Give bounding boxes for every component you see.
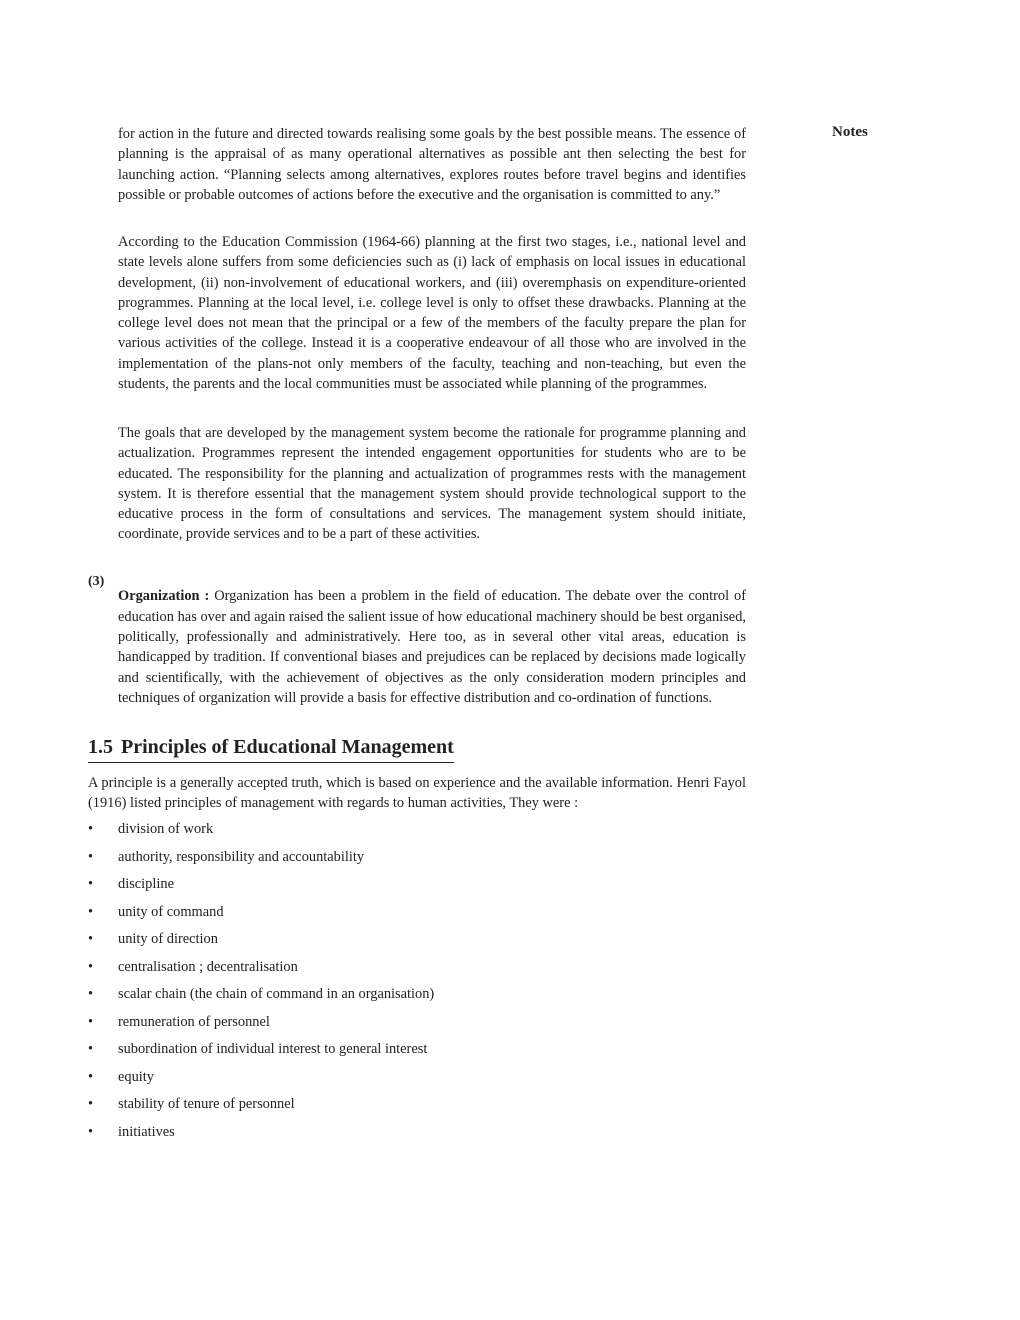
list-item-text: division of work [118, 821, 214, 837]
section-number: 1.5 [88, 736, 113, 758]
paragraph-planning-essence [118, 124, 746, 205]
bullet-icon: • [88, 1096, 94, 1112]
bullet-icon: • [88, 848, 94, 865]
bullet-icon: • [88, 931, 94, 947]
list-item [88, 1094, 746, 1122]
bullet-icon: • [88, 821, 94, 837]
list-item-text: discipline [118, 876, 174, 892]
bullet-icon: • [88, 876, 94, 892]
list-item [88, 1122, 746, 1150]
bullet-icon: • [88, 1123, 94, 1140]
item-body: Organization has been a problem in the field of education. The debate over the control of education has over and again raised the salient issue of how educational machinery should be best organised, politically, professionally and administratively. Here too, as in several other vital areas, education is handicapped by tradition. If conventional biases and prejudices can be replaced by decisions made logically and scientifically, with the achievement of objectives as the only consideration modern principles and techniques of organization will provide a basis for effective distribution and co-ordination of functions. [118, 588, 746, 706]
list-item [88, 902, 746, 930]
list-item-text: initiatives [118, 1123, 175, 1140]
item-number: (3) [88, 574, 105, 589]
list-item-text: unity of command [118, 903, 224, 920]
bullet-icon: • [88, 903, 94, 920]
bullet-icon: • [88, 986, 94, 1002]
bullet-icon: • [88, 1041, 94, 1057]
paragraph-text: for action in the future and directed towards realising some goals by the best possible means. The essence of planning is the appraisal of as many operational alternatives as possible ant then selecting the best for launching action. “Planning selects among alternatives, explores routes before travel begins and identifies possible or probable outcomes of actions before the executive and the organisation is committed to any.” [118, 126, 746, 203]
list-item-text: scalar chain (the chain of command in an organisation) [118, 986, 435, 1002]
section-heading [88, 734, 454, 763]
bullet-icon: • [88, 958, 94, 975]
paragraph-text: A principle is a generally accepted truth, which is based on experience and the available information. Henri Fayol (1916) listed principles of management with regards to human activities, They were : [88, 775, 746, 812]
item-text [118, 586, 746, 708]
list-item [88, 874, 746, 902]
list-item [88, 929, 746, 957]
paragraph-text: According to the Education Commission (1964-66) planning at the first two stages, i.e., national level and state levels alone suffers from some deficiencies such as (i) lack of emphasis on local issues in educational development, (ii) non-involvement of educational workers, and (iii) overemphasis on expenditure-oriented programmes. Planning at the local level, i.e. college level is only to offset these drawbacks. Planning at the college level does not mean that the principal or a few of the members of the faculty prepare the plan for various activities of the college. Instead it is a cooperative endeavour of all those who are involved in the implementation of the plans-not only members of the faculty, teaching and non-teaching, but even the students, the parents and the local communities must be associated while planning of the programmes. [118, 234, 746, 393]
principles-list [88, 819, 746, 1149]
section-title: Principles of Educational Management [121, 736, 454, 758]
list-item [88, 1067, 746, 1095]
list-item-text: equity [118, 1068, 154, 1085]
list-item [88, 847, 746, 875]
bullet-icon: • [88, 1013, 94, 1030]
list-item [88, 984, 746, 1012]
list-item [88, 957, 746, 985]
list-item-text: stability of tenure of personnel [118, 1096, 295, 1112]
list-item-text: remuneration of personnel [118, 1013, 270, 1030]
numbered-item-organization [88, 572, 746, 723]
list-item-text: subordination of individual interest to general interest [118, 1041, 428, 1057]
bullet-icon: • [88, 1068, 94, 1085]
list-item [88, 819, 746, 847]
list-item-text: unity of direction [118, 931, 218, 947]
margin-note-label: Notes [832, 124, 868, 140]
item-term: Organization : [118, 588, 210, 605]
list-item-text: authority, responsibility and accountability [118, 848, 365, 865]
list-item-text: centralisation ; decentralisation [118, 958, 298, 975]
list-item [88, 1012, 746, 1040]
paragraph-management-goals [118, 423, 746, 545]
paragraph-section-intro [88, 773, 746, 814]
paragraph-education-commission [118, 232, 746, 394]
list-item [88, 1039, 746, 1067]
paragraph-text: The goals that are developed by the management system become the rationale for programme planning and actualization. Programmes represent the intended engagement opportunities for students who are to be educated. The responsibility for the planning and actualization of programmes rests with the management system. It is therefore essential that the management system should provide technological support to the educative process in the form of consultations and services. The management system should initiate, coordinate, provide services and to be a part of these activities. [118, 425, 746, 543]
